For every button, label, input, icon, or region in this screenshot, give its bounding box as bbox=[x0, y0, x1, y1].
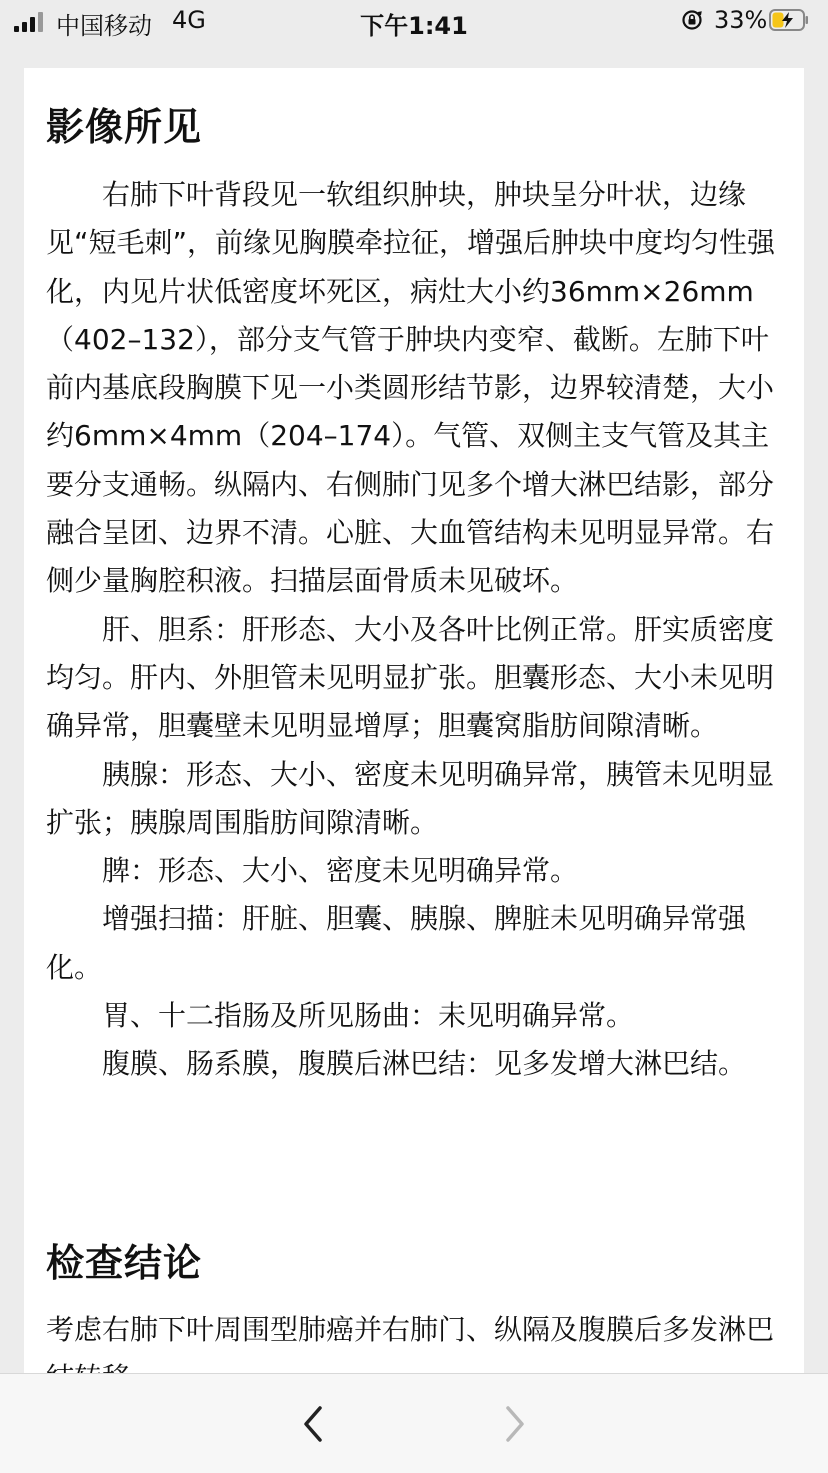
findings-paragraph: 增强扫描：肝脏、胆囊、胰腺、脾脏未见明确异常强化。 bbox=[46, 902, 747, 984]
carrier-label: 中国移动 bbox=[56, 12, 152, 40]
report-content[interactable] bbox=[0, 105, 828, 1373]
conclusion-title: 检查结论 bbox=[46, 1241, 203, 1285]
bottom-toolbar bbox=[0, 1373, 828, 1473]
findings-title: 影像所见 bbox=[46, 105, 203, 149]
findings-paragraph: 肝、胆系：肝形态、大小及各叶比例正常。肝实质密度均匀。肝内、外胆管未见明显扩张。胆囊形态、大小未见明确异常，胆囊壁未见明显增厚；胆囊窝脂肪间隙清晰。 bbox=[46, 612, 775, 743]
findings-paragraph: 右肺下叶背段见一软组织肿块，肿块呈分叶状，边缘见“短毛刺”，前缘见胸膜牵拉征，增强后肿块中度均匀性强化，内见片状低密度坏死区，病灶大小约36mm×26mm（402–132），部分支气管于肿块内变窄、截断。左肺下叶前内基底段胸膜下见一小类圆形结节影，边界较清楚，大小约6mm×4mm（204–174）。气管、双侧主支气管及其主要分支通畅。纵隔内、右侧肺门见多个增大淋巴结影，部分融合呈团、边界不清。心脏、大血管结构未见明显异常。右侧少量胸腔积液。扫描层面骨质未见破坏。 bbox=[46, 178, 776, 598]
rotation-lock-icon bbox=[681, 9, 703, 31]
conclusion-paragraph: 考虑右肺下叶周围型肺癌并右肺门、纵隔及腹膜后多发淋巴 bbox=[46, 1313, 775, 1346]
status-bar bbox=[0, 0, 828, 40]
report-card bbox=[24, 68, 804, 1468]
battery-percent: 33% bbox=[714, 6, 768, 34]
findings-text bbox=[46, 171, 786, 1089]
findings-paragraph: 胰腺：形态、大小、密度未见明确异常，胰管未见明显扩张；胰腺周围脂肪间隙清晰。 bbox=[46, 757, 775, 839]
network-type: 4G bbox=[172, 6, 206, 34]
findings-paragraph: 腹膜、肠系膜，腹膜后淋巴结：见多发增大淋巴结。 bbox=[102, 1047, 747, 1081]
battery-charging-icon bbox=[769, 9, 809, 31]
findings-paragraph: 胃、十二指肠及所见肠曲：未见明确异常。 bbox=[102, 999, 635, 1033]
forward-icon[interactable] bbox=[496, 1404, 532, 1444]
back-icon[interactable] bbox=[296, 1404, 332, 1444]
clock: 下午1:41 bbox=[360, 12, 468, 40]
findings-paragraph: 脾：形态、大小、密度未见明确异常。 bbox=[102, 854, 579, 888]
